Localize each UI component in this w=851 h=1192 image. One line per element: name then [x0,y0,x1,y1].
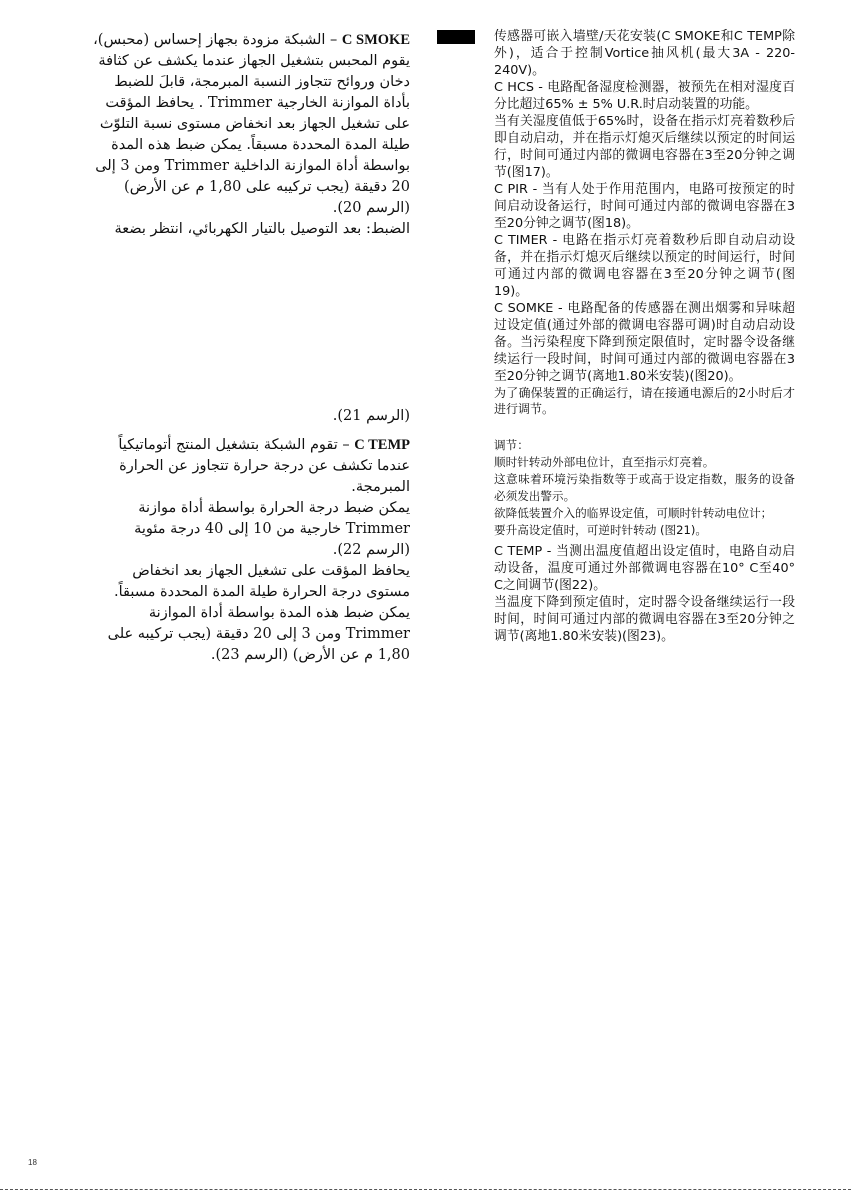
zh-temp: C TEMP - 当测出温度值超出设定值时，电路自动启动设备，温度可通过外部微调电容器在10° C至40° C之间调节(图22)。 [494,544,795,593]
zh-adjust-step-2: 这意味着环境污染指数等于或高于设定指数，服务的设备必须发出警示。 [494,472,795,503]
arabic-temp-timer: يحافظ المؤقت على تشغيل الجهاز بعد انخفاض مستوى درجة الحرارة طيلة المدة المحددة مسبقاً. يمكن ضبط هذه المدة بواسطة أداة الموازنة Trimmer ومن 3 إلى 20 دقيقة (يجب تركيبه على 1,80 م عن الأرض) (الرسم 23). [107,563,410,663]
temp-label: C TEMP [354,437,410,453]
arabic-temp-adjust: يمكن ضبط درجة الحرارة بواسطة أداة موازنة Trimmer خارجية من 10 إلى 40 درجة مئوية (الرسم 22). [134,500,410,558]
arabic-column [88,30,410,666]
bottom-divider [0,1189,851,1190]
zh-hcs: C HCS - 电路配备湿度检测器，被预先在相对湿度百分比超过65% ± 5% U.R.时启动装置的功能。 [494,80,795,112]
section-gap [494,417,795,437]
zh-pir: C PIR - 当有人处于作用范围内，电路可按预定的时间启动设备运行，时间可通过内部的微调电容器在3至20分钟之调节(图18)。 [494,182,795,231]
zh-adjust-step-4: 要升高设定值时，可逆时针转动 (图21)。 [494,523,707,537]
temp-text: – تقوم الشبكة بتشغيل المنتج أتوماتيكياً عندما تكشف عن درجة حرارة تتجاوز عن الحرارة المبرمجة. [118,437,410,495]
zh-note: 为了确保装置的正确运行，请在接通电源后的2小时后才进行调节。 [494,386,795,416]
arabic-smoke-paragraph [88,30,410,219]
arabic-adjust-paragraph: الضبط: بعد التوصيل بالتيار الكهربائي، انتظر بضعة [114,221,410,237]
zh-intro: 传感器可嵌入墙壁/天花安装(C SMOKE和C TEMP除外)，适合于控制Vortice抽风机(最大3A - 220-240V)。 [494,29,795,78]
figure-gap [88,240,410,406]
zh-adjust-step-3: 欲降低装置介入的临界设定值，可顺时针转动电位计； [494,506,773,520]
zh-hcs-detail: 当有关湿度值低于65%时，设备在指示灯亮着数秒后即自动启动，并在指示灯熄灭后继续以预定的时间运行，时间可通过内部的微调电容器在3至20分钟之调节(图17)。 [494,114,795,180]
page-number: 18 [28,1158,37,1167]
zh-smoke: C SOMKE - 电路配备的传感器在测出烟雾和异味超过设定值(通过外部的微调电容器可调)时自动启动设备。当污染程度下降到预定限值时，定时器令设备继续运行一段时间，时间可通过内部的微调电容器在3至20分钟之调节(离地1.80米安装)(图20)。 [494,301,795,384]
zh-adjust-title: 调节： [494,438,529,452]
smoke-text: – الشبكة مزودة بجهاز إحساس (محبس)، يقوم المحبس بتشغيل الجهاز عندما يكشف عن كثافة دخان وروائح تتجاوز النسبة المبرمجة، قابلَ للضبط بأداة الموازنة الخارجية Trimmer . يحافظ المؤقت على تشغيل الجهاز بعد انخفاض مستوى نسبة التلوّث طيلة المدة المحددة مسبقاً. يمكن ضبط هذه المدة بواسطة أداة الموازنة الداخلية Trimmer ومن 3 إلى 20 دقيقة (يجب تركيبه على 1,80 م عن الأرض) (الرسم 20). [93,32,410,216]
zh-temp-detail: 当温度下降到预定值时，定时器令设备继续运行一段时间，时间可通过内部的微调电容器在3至20分钟之调节(离地1.80米安装)(图23)。 [494,595,795,644]
arabic-temp-paragraph [88,435,410,498]
zh-adjust-step-1: 顺时针转动外部电位计，直至指示灯亮着。 [494,455,715,469]
language-tab-marker [437,30,475,44]
chinese-column [494,28,795,645]
zh-timer: C TIMER - 电路在指示灯亮着数秒后即自动启动设备，并在指示灯熄灭后继续以预定的时间运行，时间可通过内部的微调电容器在3至20分钟之调节(图19)。 [494,233,795,299]
arabic-figure-21-ref: (الرسم 21). [332,408,410,424]
smoke-label: C SMOKE [341,32,410,48]
